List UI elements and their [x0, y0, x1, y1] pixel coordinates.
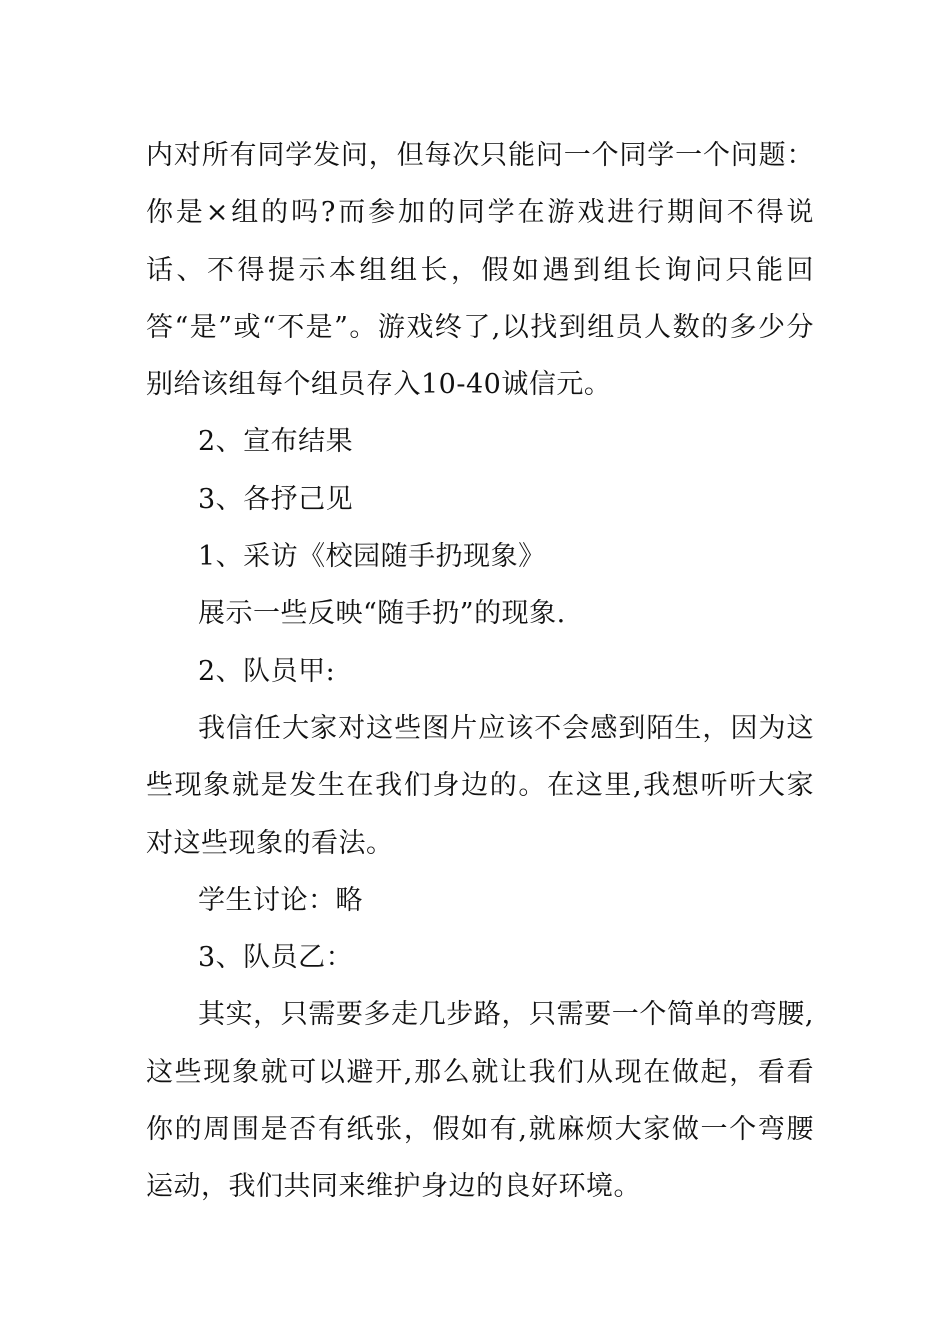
paragraph-interview-title: 1、采访《校园随手扔现象》 — [198, 541, 546, 573]
paragraph-show-phenomena: 展示一些反映“随手扔”的现象. — [198, 598, 566, 630]
paragraph-member-a-speech: 我信任大家对这些图片应该不会感到陌生，因为这些现象就是发生在我们身边的。在这里,我想听听大家对这些现象的看法。 — [146, 712, 814, 859]
paragraph-announce-results: 2、宣布结果 — [198, 426, 354, 458]
document-body — [146, 127, 814, 1216]
paragraph-share-views: 3、各抒己见 — [198, 483, 354, 515]
paragraph-student-discussion: 学生讨论：略 — [198, 884, 363, 916]
paragraph-member-b-heading: 3、队员乙： — [198, 942, 354, 974]
paragraph-game-rules: 内对所有同学发问，但每次只能问一个同学一个问题：你是×组的吗?而参加的同学在游戏进行期间不得说话、不得提示本组组长，假如遇到组长询问只能回答“是”或“不是”。游戏终了,以找到组员人数的多少分别给该组每个组员存入10-40诚信元。 — [146, 140, 814, 401]
paragraph-member-b-speech: 其实，只需要多走几步路，只需要一个简单的弯腰,这些现象就可以避开,那么就让我们从现在做起，看看你的周围是否有纸张，假如有,就麻烦大家做一个弯腰运动，我们共同来维护身边的良好环境。 — [146, 999, 814, 1203]
paragraph-member-a-heading: 2、队员甲: — [198, 655, 336, 687]
